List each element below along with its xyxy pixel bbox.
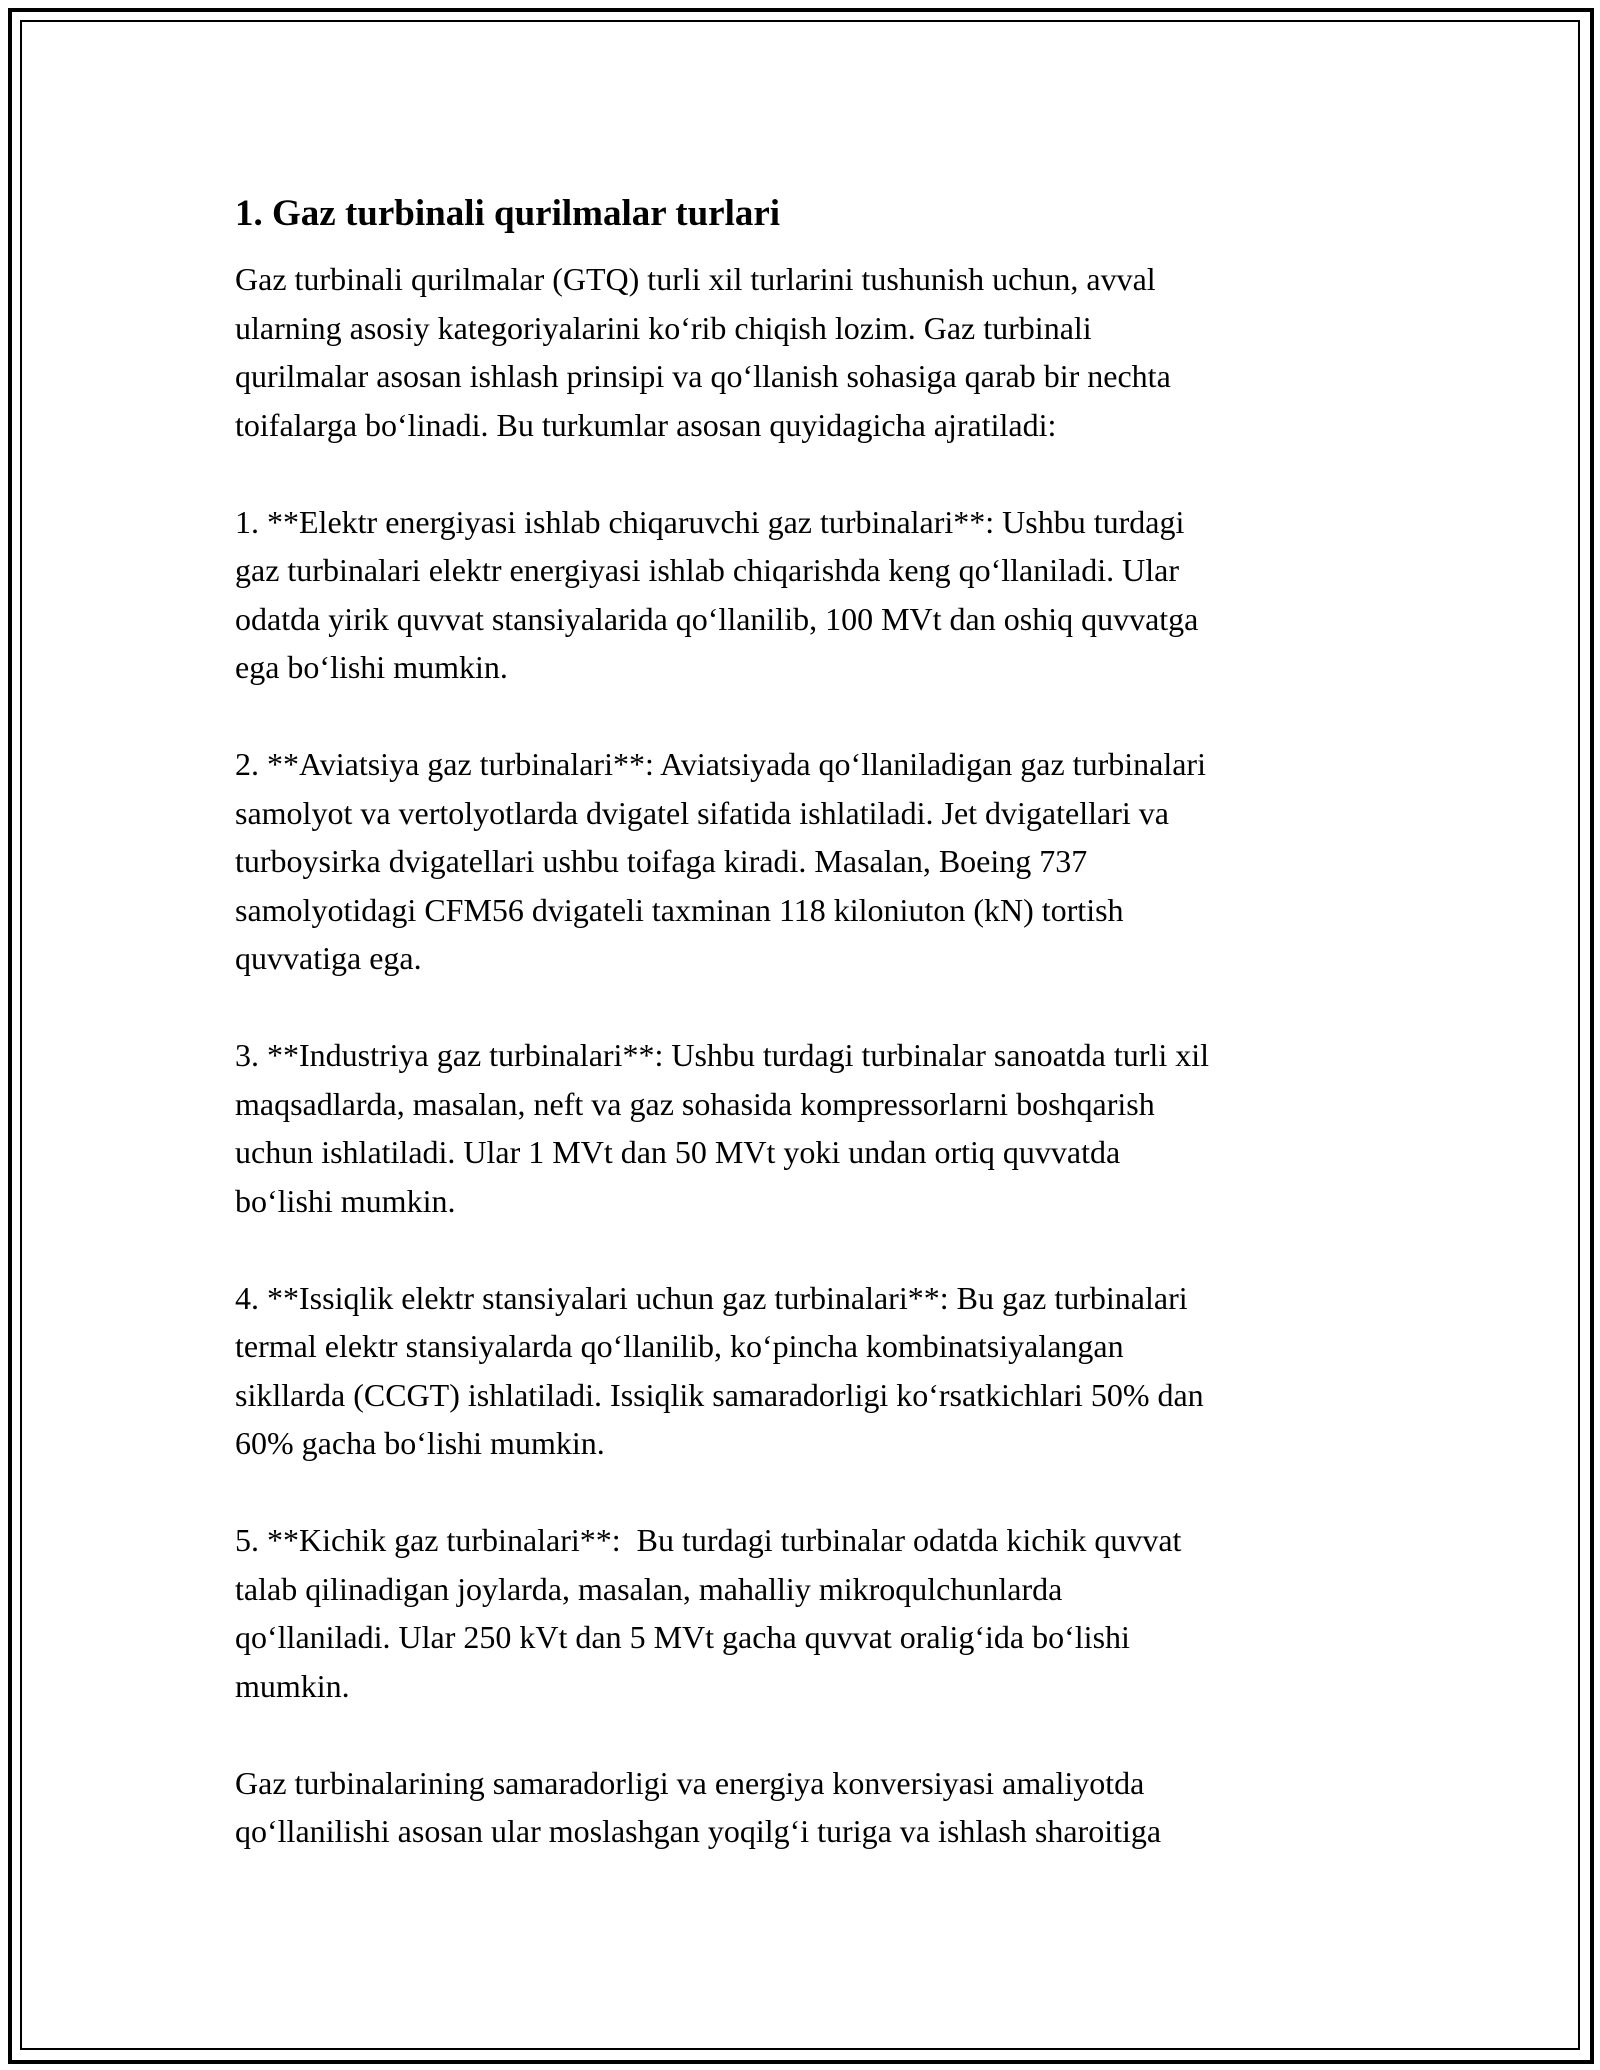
text-line: 5. **Kichik gaz turbinalari**: Bu turdagi turbinalar odatda kichik quvvat (235, 1522, 1182, 1558)
text-line: qo‘llanilishi asosan ular moslashgan yoqilg‘i turiga va ishlash sharoitiga (235, 1813, 1162, 1849)
paragraph-intro (235, 255, 1365, 449)
text-line: ega bo‘lishi mumkin. (235, 649, 508, 685)
text-line: turboysirka dvigatellari ushbu toifaga kiradi. Masalan, Boeing 737 (235, 843, 1088, 879)
text-line: mumkin. (235, 1667, 350, 1704)
text-line: talab qilinadigan joylarda, masalan, mahalliy mikroqulchunlarda (235, 1570, 1063, 1607)
paragraph-item-3 (235, 1031, 1365, 1225)
text-line: Gaz turbinali qurilmalar (GTQ) turli xil turlarini tushunish uchun, avval (235, 261, 1156, 297)
document-title: 1. Gaz turbinali qurilmalar turlari (235, 193, 781, 234)
text-line: quvvatiga ega. (235, 940, 422, 976)
text-line: gaz turbinalari elektr energiyasi ishlab chiqarishda keng qo‘llaniladi. Ular (235, 552, 1179, 588)
text-line: samolyotidagi CFM56 dvigateli taxminan 118 kiloniuton (kN) tortish (235, 891, 1124, 928)
text-line: termal elektr stansiyalarda qo‘llanilib, ko‘pincha kombinatsiyalangan (235, 1328, 1124, 1364)
text-line: samolyot va vertolyotlarda dvigatel sifatida ishlatiladi. Jet dvigatellari va (235, 794, 1169, 831)
text-line: 60% gacha bo‘lishi mumkin. (235, 1425, 605, 1461)
text-line: qo‘llaniladi. Ular 250 kVt dan 5 MVt gacha quvvat oralig‘ida bo‘lishi (235, 1619, 1130, 1655)
text-line: 3. **Industriya gaz turbinalari**: Ushbu turdagi turbinalar sanoatda turli xil (235, 1037, 1209, 1073)
text-line: bo‘lishi mumkin. (235, 1182, 456, 1219)
text-line: 2. **Aviatsiya gaz turbinalari**: Aviatsiyada qo‘llaniladigan gaz turbinalari (235, 746, 1206, 782)
paragraph-item-5 (235, 1516, 1365, 1710)
paragraph-item-2 (235, 740, 1365, 983)
document-body (235, 186, 1365, 1904)
text-line: qurilmalar asosan ishlash prinsipi va qo‘llanish sohasiga qarab bir nechta (235, 358, 1171, 394)
text-line: sikllarda (CCGT) ishlatiladi. Issiqlik samaradorligi ko‘rsatkichlari 50% dan (235, 1376, 1204, 1413)
text-line: toifalarga bo‘linadi. Bu turkumlar asosan quyidagicha ajratiladi: (235, 406, 1057, 443)
text-line: uchun ishlatiladi. Ular 1 MVt dan 50 MVt yoki undan ortiq quvvatda (235, 1134, 1121, 1170)
paragraph-item-4 (235, 1274, 1365, 1468)
text-line: 1. **Elektr energiyasi ishlab chiqaruvchi gaz turbinalari**: Ushbu turdagi (235, 503, 1185, 540)
paragraph-item-1 (235, 498, 1365, 692)
text-line: ularning asosiy kategoriyalarini ko‘rib chiqish lozim. Gaz turbinali (235, 309, 1092, 346)
paragraph-conclusion (235, 1759, 1365, 1856)
text-line: Gaz turbinalarining samaradorligi va energiya konversiyasi amaliyotda (235, 1764, 1145, 1801)
text-line: maqsadlarda, masalan, neft va gaz sohasida kompressorlarni boshqarish (235, 1085, 1155, 1122)
text-line: odatda yirik quvvat stansiyalarida qo‘llanilib, 100 MVt dan oshiq quvvatga (235, 600, 1199, 637)
text-line: 4. **Issiqlik elektr stansiyalari uchun gaz turbinalari**: Bu gaz turbinalari (235, 1279, 1188, 1316)
